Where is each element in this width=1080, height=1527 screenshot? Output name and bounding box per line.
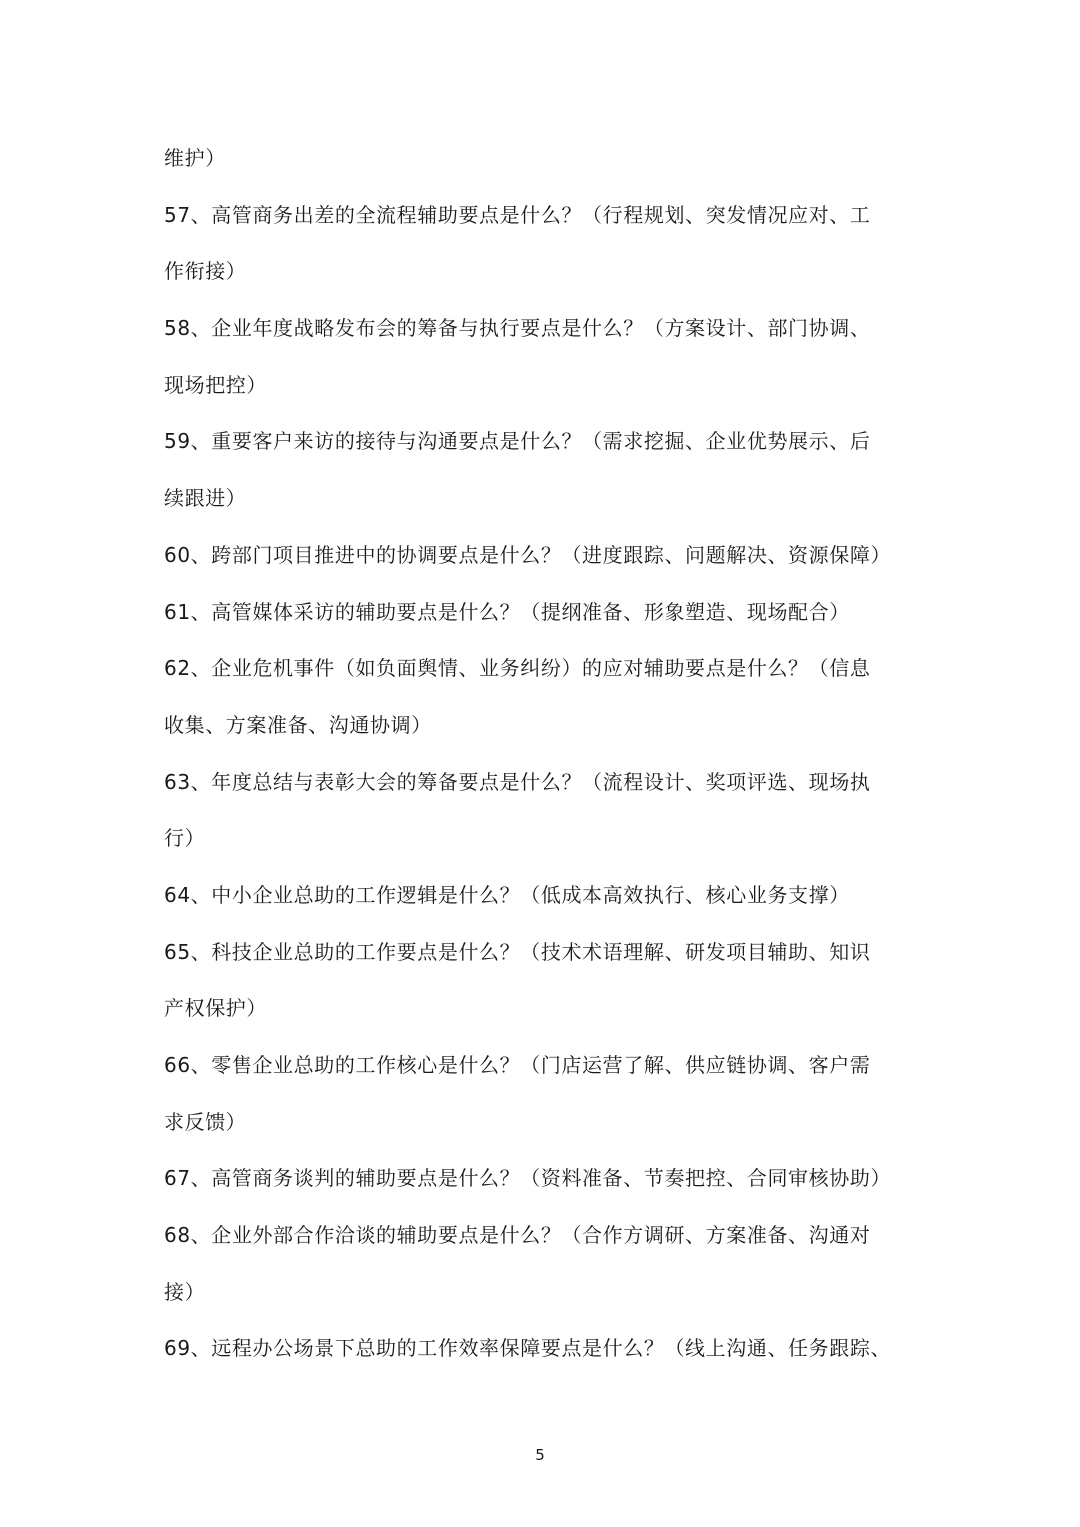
text-line: 60、跨部门项目推进中的协调要点是什么？（进度跟踪、问题解决、资源保障） xyxy=(164,542,892,567)
text-line: 求反馈） xyxy=(164,1109,247,1134)
body-text xyxy=(164,130,924,1377)
page-number: 5 xyxy=(535,1446,545,1464)
text-line: 61、高管媒体采访的辅助要点是什么？（提纲准备、形象塑造、现场配合） xyxy=(164,599,850,624)
text-line: 63、年度总结与表彰大会的筹备要点是什么？（流程设计、奖项评选、现场执 xyxy=(164,769,871,794)
text-line: 产权保护） xyxy=(164,996,267,1021)
text-line: 67、高管商务谈判的辅助要点是什么？（资料准备、节奏把控、合同审核协助） xyxy=(164,1166,892,1191)
text-line: 作衔接） xyxy=(164,259,247,284)
text-line: 66、零售企业总助的工作核心是什么？（门店运营了解、供应链协调、客户需 xyxy=(164,1053,871,1077)
text-line: 58、企业年度战略发布会的筹备与执行要点是什么？（方案设计、部门协调、 xyxy=(164,316,871,341)
text-line: 69、远程办公场景下总助的工作效率保障要点是什么？（线上沟通、任务跟踪、 xyxy=(164,1336,892,1361)
text-line: 维护） xyxy=(164,146,226,170)
text-line: 64、中小企业总助的工作逻辑是什么？（低成本高效执行、核心业务支撑） xyxy=(164,882,850,907)
text-line: 59、重要客户来访的接待与沟通要点是什么？（需求挖掘、企业优势展示、后 xyxy=(164,429,871,454)
text-line: 现场把控） xyxy=(164,372,267,397)
text-line: 57、高管商务出差的全流程辅助要点是什么？（行程规划、突发情况应对、工 xyxy=(164,202,871,227)
text-line: 行） xyxy=(164,826,206,851)
text-line: 接） xyxy=(164,1279,206,1304)
text-line: 续跟进） xyxy=(164,486,247,511)
text-line: 62、企业危机事件（如负面舆情、业务纠纷）的应对辅助要点是什么？（信息 xyxy=(164,656,871,681)
text-line: 65、科技企业总助的工作要点是什么？（技术术语理解、研发项目辅助、知识 xyxy=(164,939,871,964)
text-line: 68、企业外部合作洽谈的辅助要点是什么？（合作方调研、方案准备、沟通对 xyxy=(164,1223,871,1248)
text-line: 收集、方案准备、沟通协调） xyxy=(164,712,432,737)
